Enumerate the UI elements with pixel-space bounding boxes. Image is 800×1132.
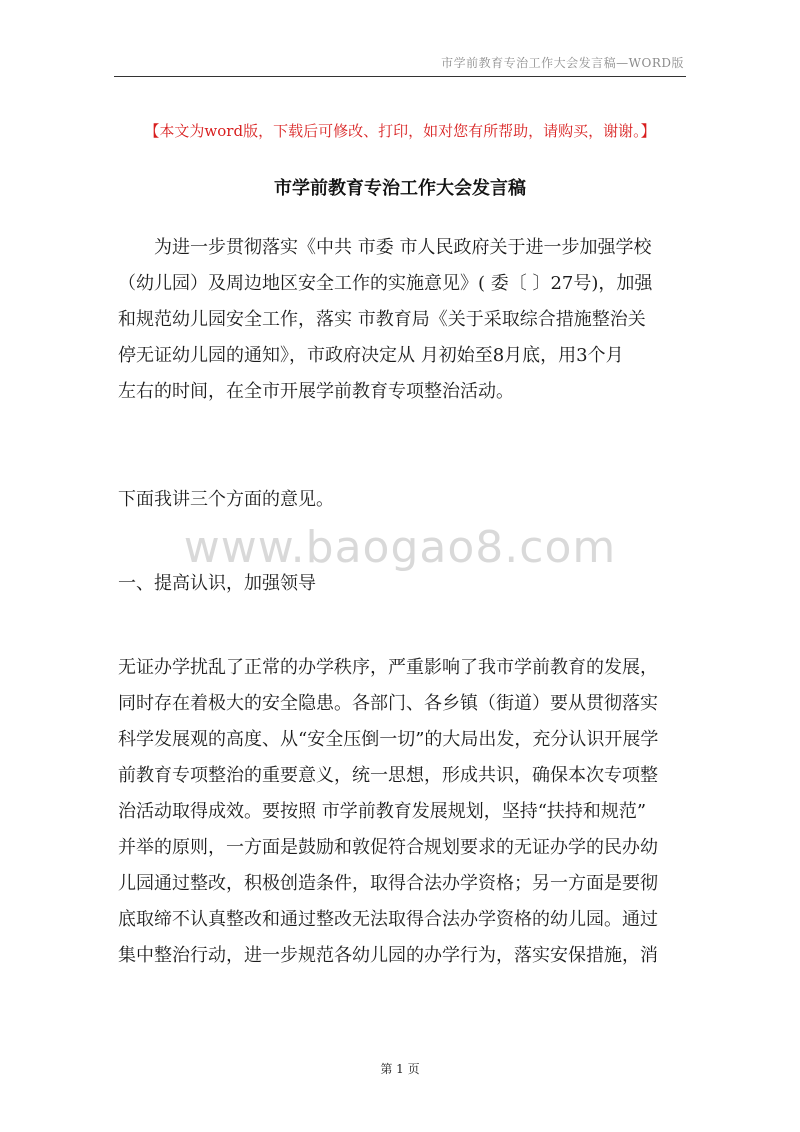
text-line: 和规范幼儿园安全工作，落实 市教育局《关于采取综合措施整治关 xyxy=(118,309,646,330)
text-line: 前教育专项整治的重要意义，统一思想，形成共识，确保本次专项整 xyxy=(118,765,658,786)
text-line: 儿园通过整改，积极创造条件，取得合法办学资格；另一方面是要彻 xyxy=(118,873,658,894)
text-line: 治活动取得成效。要按照 市学前教育发展规划，坚持“扶持和规范” xyxy=(118,801,647,822)
intro-paragraph xyxy=(118,230,690,410)
header-rule xyxy=(114,76,686,77)
watermark-text: www.baogao8.com xyxy=(183,522,617,573)
text-line: 一、提高认识，加强领导 xyxy=(118,573,316,594)
document-title: 市学前教育专治工作大会发言稿 xyxy=(274,178,526,199)
text-line: （幼儿园）及周边地区安全工作的实施意见》( 委〔 〕27号)，加强 xyxy=(118,273,653,294)
text-line: 同时存在着极大的安全隐患。各部门、各乡镇（街道）要从贯彻落实 xyxy=(118,693,658,714)
text-line: 底取缔不认真整改和通过整改无法取得合法办学资格的幼儿园。通过 xyxy=(118,909,658,930)
text-line: 集中整治行动，进一步规范各幼儿园的办学行为，落实安保措施，消 xyxy=(118,945,658,966)
text-line: 下面我讲三个方面的意见。 xyxy=(118,489,334,510)
text-line: 为进一步贯彻落实《中共 市委 市人民政府关于进一步加强学校 xyxy=(154,237,652,258)
section-heading xyxy=(118,566,690,602)
text-line: 无证办学扰乱了正常的办学秩序，严重影响了我市学前教育的发展， xyxy=(118,657,658,678)
page-number: 第 1 页 xyxy=(380,1062,420,1076)
running-header: 市学前教育专治工作大会发言稿—WORD版 xyxy=(441,56,684,70)
purchase-notice: 【本文为word版，下载后可修改、打印，如对您有所帮助，请购买，谢谢。】 xyxy=(144,122,656,140)
section1-paragraph xyxy=(118,650,690,974)
text-line: 停无证幼儿园的通知》，市政府决定从 月初始至8月底，用3个月 xyxy=(118,345,624,366)
text-line: 科学发展观的高度、从“安全压倒一切”的大局出发，充分认识开展学 xyxy=(118,729,659,750)
text-line: 并举的原则，一方面是鼓励和敦促符合规划要求的无证办学的民办幼 xyxy=(118,837,658,858)
text-line: 左右的时间，在全市开展学前教育专项整治活动。 xyxy=(118,381,514,402)
lead-paragraph xyxy=(118,482,690,518)
